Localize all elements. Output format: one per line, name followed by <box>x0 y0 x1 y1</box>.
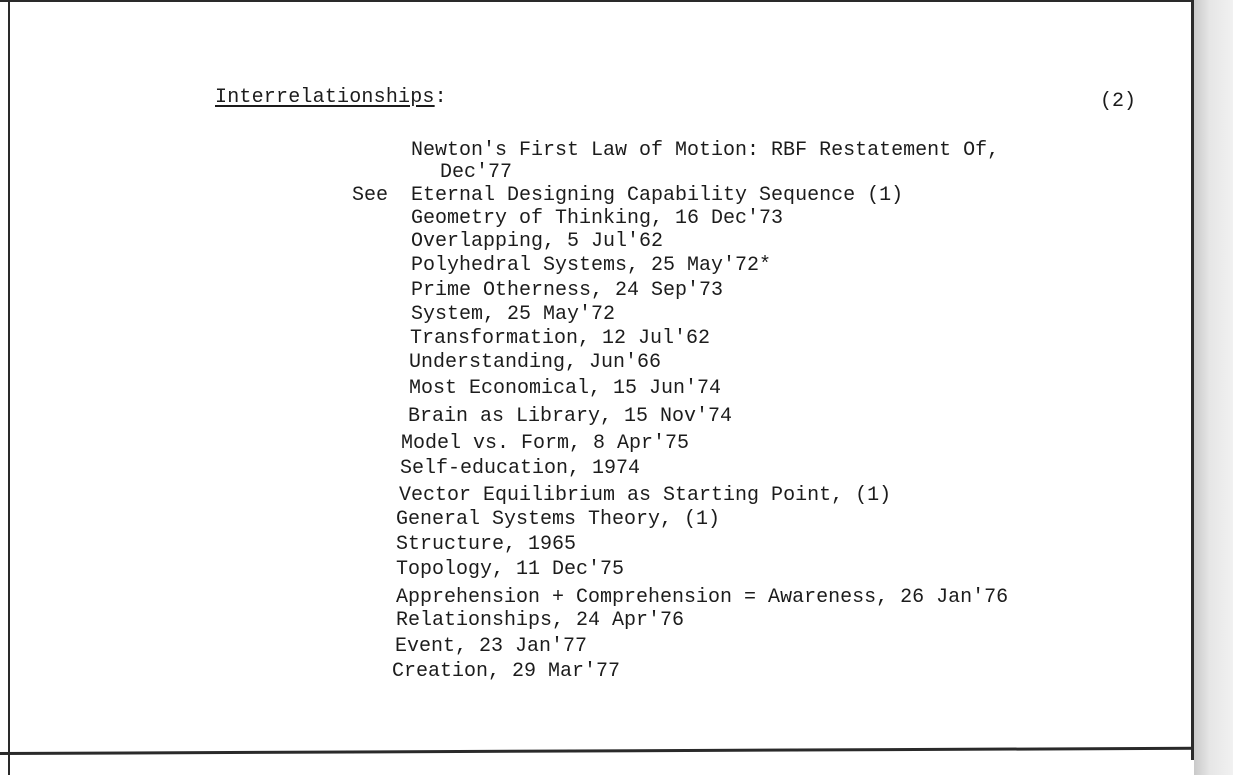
entry-eternal-designing: Eternal Designing Capability Sequence (1) <box>411 184 904 207</box>
scan-edge-shadow <box>1194 0 1233 775</box>
entry-overlapping: Overlapping, 5 Jul'62 <box>411 230 664 253</box>
entry-most-economical: Most Economical, 15 Jun'74 <box>409 377 722 400</box>
entry-geometry-of-thinking: Geometry of Thinking, 16 Dec'73 <box>411 207 784 230</box>
entry-vector-equilibrium: Vector Equilibrium as Starting Point, (1) <box>399 484 892 507</box>
entry-brain-as-library: Brain as Library, 15 Nov'74 <box>408 405 733 428</box>
see-label: See <box>352 184 389 207</box>
card-border-bottom <box>0 747 1195 755</box>
entry-newtons-first-law-date: Dec'77 <box>440 161 513 184</box>
entry-understanding: Understanding, Jun'66 <box>409 351 662 374</box>
entry-newtons-first-law: Newton's First Law of Motion: RBF Restatement Of, <box>411 139 1000 162</box>
entry-topology: Topology, 11 Dec'75 <box>396 558 625 581</box>
entry-general-systems-theory: General Systems Theory, (1) <box>396 508 721 531</box>
entry-event: Event, 23 Jan'77 <box>395 635 588 658</box>
entry-relationships: Relationships, 24 Apr'76 <box>396 609 685 632</box>
entry-system: System, 25 May'72 <box>411 303 616 326</box>
card-border-left <box>8 0 10 775</box>
entry-structure: Structure, 1965 <box>396 533 577 556</box>
heading-colon: : <box>434 86 447 109</box>
entry-model-vs-form: Model vs. Form, 8 Apr'75 <box>401 432 690 455</box>
page-number: (2) <box>1100 90 1137 113</box>
entry-prime-otherness: Prime Otherness, 24 Sep'73 <box>411 279 724 302</box>
card-border-top <box>0 0 1195 2</box>
section-heading <box>215 86 447 109</box>
entry-self-education: Self-education, 1974 <box>400 457 641 480</box>
heading-title: Interrelationships <box>215 86 435 109</box>
entry-polyhedral-systems: Polyhedral Systems, 25 May'72* <box>411 254 772 277</box>
entry-creation: Creation, 29 Mar'77 <box>392 660 621 683</box>
entry-apprehension-comprehension: Apprehension + Comprehension = Awareness, 26 Jan'76 <box>396 586 1009 609</box>
entry-transformation: Transformation, 12 Jul'62 <box>410 327 711 350</box>
